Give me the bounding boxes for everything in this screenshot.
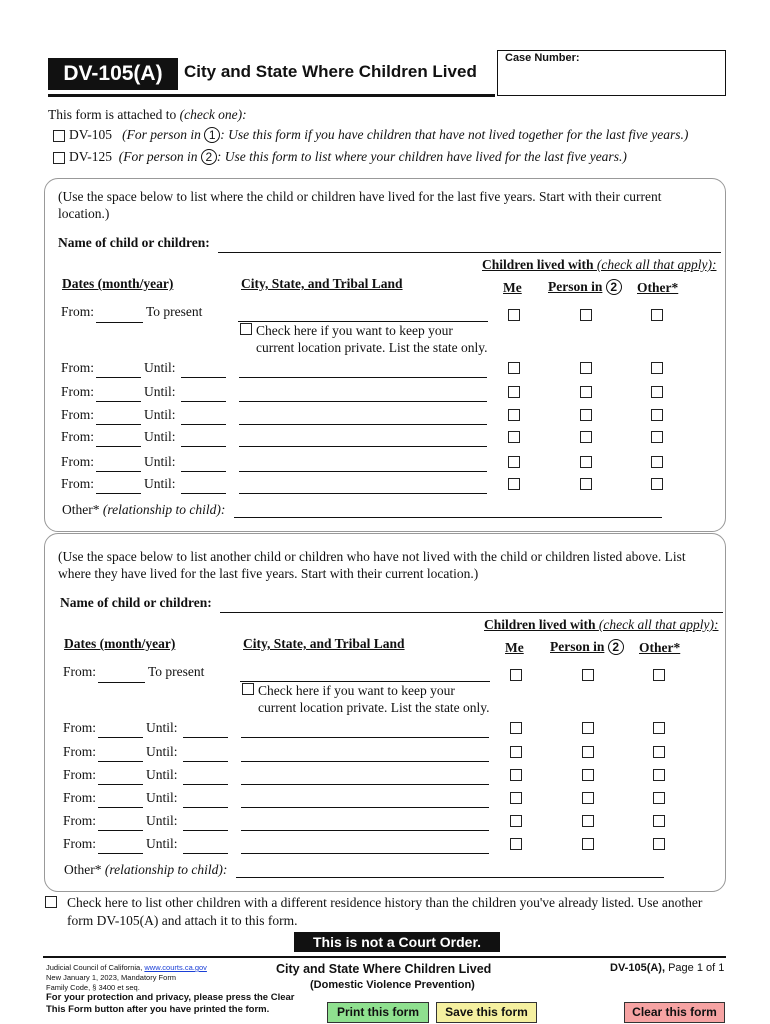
section-1-row2-from-label: From: (61, 360, 95, 375)
section-2-row6-from-label: From: (63, 813, 97, 828)
section-1-row5-until-input[interactable] (181, 446, 226, 447)
section-1-row7-person-checkbox[interactable] (580, 478, 592, 490)
section-1-row1-other-checkbox[interactable] (651, 309, 663, 321)
section-1-row2-person-checkbox[interactable] (580, 362, 592, 374)
section-2-other-header: Other* (639, 640, 681, 655)
section-1-row5-location-input[interactable] (239, 446, 487, 447)
not-court-order-banner: This is not a Court Order. (294, 932, 500, 952)
section-1-private-text: Check here if you want to keep your current location private. List the state only. (256, 323, 488, 355)
section-2-row7-other-checkbox[interactable] (653, 838, 665, 850)
section-2-row5-until-label: Until: (146, 790, 178, 805)
section-1-row7-other-checkbox[interactable] (651, 478, 663, 490)
section-1-row5-me-checkbox[interactable] (508, 431, 520, 443)
section-1-row6-location-input[interactable] (239, 471, 487, 472)
section-1-row7-from-label: From: (61, 476, 95, 491)
section-1-row3-location-input[interactable] (239, 401, 487, 402)
section-2-row3-location-input[interactable] (241, 761, 489, 762)
section-1-row3-me-checkbox[interactable] (508, 386, 520, 398)
section-2-row4-until-input[interactable] (183, 784, 228, 785)
footer-privacy-note: For your protection and privacy, please press the Clear This Form button after you have printed the form. (46, 992, 295, 1015)
section-2-to-present: To present (148, 664, 205, 679)
footer-rule (43, 956, 726, 958)
section-2-row2-until-label: Until: (146, 720, 178, 735)
dv105-checkbox[interactable] (53, 130, 65, 142)
section-2-row5-location-input[interactable] (241, 807, 489, 808)
section-2-row6-location-input[interactable] (241, 830, 489, 831)
section-2-other-relationship: Other* (relationship to child): (64, 862, 228, 877)
person-1-circle: 1 (204, 127, 220, 143)
section-2-row3-from-input[interactable] (98, 761, 143, 762)
section-1-row6-from-label: From: (61, 454, 95, 469)
section-1-row2-other-checkbox[interactable] (651, 362, 663, 374)
section-2-row4-other-checkbox[interactable] (653, 769, 665, 781)
section-1-row5-from-input[interactable] (96, 446, 141, 447)
section-1-row4-me-checkbox[interactable] (508, 409, 520, 421)
section-2-name-label: Name of child or children: (60, 595, 212, 610)
section-2-row4-from-label: From: (63, 767, 97, 782)
section-2-from-label: From: (63, 664, 97, 679)
section-2-row4-from-input[interactable] (98, 784, 143, 785)
section-2-row5-from-label: From: (63, 790, 97, 805)
section-2-row6-from-input[interactable] (98, 830, 143, 831)
section-1-row3-from-input[interactable] (96, 401, 141, 402)
section-2-row6-me-checkbox[interactable] (510, 815, 522, 827)
footer-page: DV-105(A), Page 1 of 1 (610, 962, 725, 974)
section-1-row6-until-label: Until: (144, 454, 176, 469)
section-2-row5-until-input[interactable] (183, 807, 228, 808)
section-1-from-label: From: (61, 304, 95, 319)
person-2-circle: 2 (201, 149, 217, 165)
section-1-row3-other-checkbox[interactable] (651, 386, 663, 398)
case-number-label: Case Number: (505, 52, 580, 64)
section-1-city-header: City, State, and Tribal Land (241, 276, 403, 291)
section-1-row6-me-checkbox[interactable] (508, 456, 520, 468)
section-1-lived-with: Children lived with (check all that apply): (482, 257, 717, 272)
section-1-row4-until-label: Until: (144, 407, 176, 422)
section-1-row4-from-input[interactable] (96, 424, 141, 425)
dv125-checkbox[interactable] (53, 152, 65, 164)
section-1-row7-me-checkbox[interactable] (508, 478, 520, 490)
section-1-row5-other-checkbox[interactable] (651, 431, 663, 443)
person-2-circle: 2 (606, 279, 622, 295)
section-2-row6-until-input[interactable] (183, 830, 228, 831)
section-2-row6-person-checkbox[interactable] (582, 815, 594, 827)
print-button[interactable]: Print this form (327, 1002, 429, 1023)
section-1-row7-from-input[interactable] (96, 493, 141, 494)
section-1-row5-from-label: From: (61, 429, 95, 444)
section-2-row3-until-input[interactable] (183, 761, 228, 762)
section-2-person-header: Person in 2 (550, 639, 624, 655)
section-1-row5-person-checkbox[interactable] (580, 431, 592, 443)
section-1-row1-me-checkbox[interactable] (508, 309, 520, 321)
section-2-row5-me-checkbox[interactable] (510, 792, 522, 804)
section-1-row7-location-input[interactable] (239, 493, 487, 494)
section-2-row3-from-label: From: (63, 744, 97, 759)
section-2-row7-from-label: From: (63, 836, 97, 851)
section-1-instructions: (Use the space below to list where the child or children have lived for the last five years. Start with their current location.) (58, 189, 662, 221)
section-2-row3-until-label: Until: (146, 744, 178, 759)
section-1-row4-other-checkbox[interactable] (651, 409, 663, 421)
form-id-badge: DV-105(A) (48, 58, 178, 90)
section-1-row4-person-checkbox[interactable] (580, 409, 592, 421)
section-2-row5-from-input[interactable] (98, 807, 143, 808)
section-1-row3-until-label: Until: (144, 384, 176, 399)
section-1-row3-person-checkbox[interactable] (580, 386, 592, 398)
section-2-row7-from-input[interactable] (98, 853, 143, 854)
section-1-private-checkbox[interactable] (240, 323, 252, 335)
section-1-dates-header: Dates (month/year) (62, 276, 174, 291)
section-2-row7-until-label: Until: (146, 836, 178, 851)
section-1-row3-from-label: From: (61, 384, 95, 399)
section-1-to-present: To present (146, 304, 203, 319)
section-2-city-header: City, State, and Tribal Land (243, 636, 405, 651)
section-1-row2-until-input[interactable] (181, 377, 226, 378)
section-1-row2-from-input[interactable] (96, 377, 141, 378)
section-2-private-checkbox[interactable] (242, 683, 254, 695)
section-2-row2-from-label: From: (63, 720, 97, 735)
section-2-row7-location-input[interactable] (241, 853, 489, 854)
footer-source: Judicial Council of California, www.courts.ca.gov New January 1, 2023, Mandatory Form Family Code, § 3400 et seq. (46, 963, 207, 992)
section-2-row2-from-input[interactable] (98, 737, 143, 738)
section-1-other-relationship: Other* (relationship to child): (62, 502, 226, 517)
footer-subtitle: (Domestic Violence Prevention) (310, 979, 475, 991)
section-1-other-relationship-input[interactable] (234, 517, 662, 518)
different-history-text: Check here to list other children with a different residence history than the children you've already listed. Use another form DV-105(A) and attach it to this form. (67, 895, 703, 928)
section-1-row6-from-input[interactable] (96, 471, 141, 472)
section-1-row4-until-input[interactable] (181, 424, 226, 425)
section-1-row1-person-checkbox[interactable] (580, 309, 592, 321)
section-1-other-header: Other* (637, 280, 679, 295)
section-1-row5-until-label: Until: (144, 429, 176, 444)
section-2-row3-me-checkbox[interactable] (510, 746, 522, 758)
section-1-row2-me-checkbox[interactable] (508, 362, 520, 374)
section-1-row7-until-input[interactable] (181, 493, 226, 494)
person-2-circle: 2 (608, 639, 624, 655)
section-2-row7-person-checkbox[interactable] (582, 838, 594, 850)
section-1-row2-until-label: Until: (144, 360, 176, 375)
section-2-row2-location-input[interactable] (241, 737, 489, 738)
section-2-row3-person-checkbox[interactable] (582, 746, 594, 758)
section-2-private-text: Check here if you want to keep your current location private. List the state only. (258, 683, 490, 715)
section-2-from-date-input[interactable] (98, 682, 145, 683)
dv105-option: DV-105 (For person in 1 : Use this form if you have children that have not lived together for the last five years.) (69, 127, 689, 142)
section-2-row4-until-label: Until: (146, 767, 178, 782)
section-2-instructions: (Use the space below to list another child or children who have not lived with the child or children listed above. List where they have lived for the last five years. Start with their current location.) (58, 549, 686, 581)
section-2-lived-with: Children lived with (check all that apply): (484, 617, 719, 632)
section-2-row5-other-checkbox[interactable] (653, 792, 665, 804)
clear-button[interactable]: Clear this form (624, 1002, 725, 1023)
section-2-name-input[interactable] (220, 612, 723, 613)
section-2-row2-until-input[interactable] (183, 737, 228, 738)
section-1-name-label: Name of child or children: (58, 235, 210, 250)
different-history-checkbox[interactable] (45, 896, 57, 908)
section-2-dates-header: Dates (month/year) (64, 636, 176, 651)
section-1-row3-until-input[interactable] (181, 401, 226, 402)
section-2-row2-person-checkbox[interactable] (582, 722, 594, 734)
section-2-row2-me-checkbox[interactable] (510, 722, 522, 734)
section-2-row6-other-checkbox[interactable] (653, 815, 665, 827)
section-1-row6-until-input[interactable] (181, 471, 226, 472)
section-1-name-input[interactable] (218, 252, 721, 253)
section-2-row1-me-checkbox[interactable] (510, 669, 522, 681)
section-2-row6-until-label: Until: (146, 813, 178, 828)
section-2-other-relationship-input[interactable] (236, 877, 664, 878)
section-2-row1-person-checkbox[interactable] (582, 669, 594, 681)
section-1-row2-location-input[interactable] (239, 377, 487, 378)
section-2-row4-me-checkbox[interactable] (510, 769, 522, 781)
attach-intro: This form is attached to (check one): (48, 107, 247, 122)
section-2-row7-until-input[interactable] (183, 853, 228, 854)
section-2-row4-location-input[interactable] (241, 784, 489, 785)
dv125-option: DV-125 (For person in 2 : Use this form to list where your children have lived for the last five years.) (69, 149, 627, 164)
save-button[interactable]: Save this form (436, 1002, 537, 1023)
section-1-row7-until-label: Until: (144, 476, 176, 491)
council-link[interactable]: www.courts.ca.gov (144, 963, 207, 972)
section-1-person-header: Person in 2 (548, 279, 622, 295)
section-2-me-header: Me (505, 640, 524, 655)
section-1-row6-other-checkbox[interactable] (651, 456, 663, 468)
section-2-row2-other-checkbox[interactable] (653, 722, 665, 734)
section-1-row4-from-label: From: (61, 407, 95, 422)
footer-title: City and State Where Children Lived (276, 962, 492, 976)
section-2-row4-person-checkbox[interactable] (582, 769, 594, 781)
header-rule (48, 94, 495, 97)
section-1-row4-location-input[interactable] (239, 424, 487, 425)
form-title: City and State Where Children Lived (184, 62, 477, 81)
section-2-row1-other-checkbox[interactable] (653, 669, 665, 681)
section-1-row6-person-checkbox[interactable] (580, 456, 592, 468)
section-2-row7-me-checkbox[interactable] (510, 838, 522, 850)
section-1-me-header: Me (503, 280, 522, 295)
section-2-row3-other-checkbox[interactable] (653, 746, 665, 758)
section-1-from-date-input[interactable] (96, 322, 143, 323)
section-2-row5-person-checkbox[interactable] (582, 792, 594, 804)
